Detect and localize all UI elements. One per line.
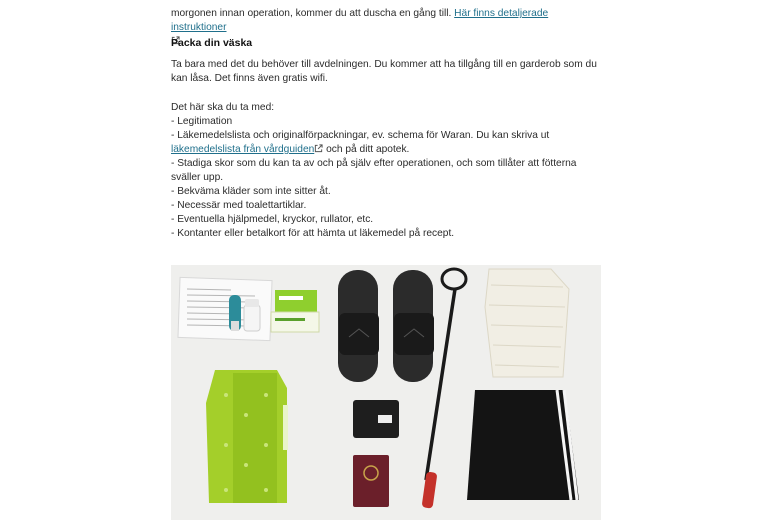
toiletry-bag-icon [206,370,288,503]
packing-photo [171,265,601,520]
intro-paragraph-2: Ta bara med det du behöver till avdelningen. Du kommer att ha tillgång till en garderob som du kan låsa. Det finns även gratis wifi. [171,59,597,84]
medication-list-link[interactable]: läkemedelslista från vårdguiden [171,144,315,155]
packing-items-illustration [171,265,601,520]
list-item: - Legitimation [171,116,233,127]
intro-text: morgonen innan operation, kommer du att duscha en gång till. [171,8,455,20]
list-item: - Kontanter eller betalkort för att hämta ut läkemedel på recept. [171,228,455,239]
list-intro: Det här ska du ta med: [171,102,275,113]
external-link-icon[interactable] [314,144,323,153]
shorts-icon [467,390,579,500]
meds-text-after: och på ditt apotek. [323,144,410,155]
list-item: - Bekväma kläder som inte sitter åt. [171,186,331,197]
list-item: - Stadiga skor som du kan ta av och på själv efter operationen, och som tillåter att fötterna sväller upp. [171,158,577,183]
passport-icon [353,455,389,507]
list-item: - Necessär med toalettartiklar. [171,200,307,211]
meds-text-before: - Läkemedelslista och originalförpackningar, ev. schema för Waran. Du kan skriva ut [171,130,550,141]
section-heading: Packa din väska [171,37,253,49]
pill-box-icon [271,290,319,332]
sweater-icon [485,269,569,377]
packing-list [171,115,603,241]
list-item: - Eventuella hjälpmedel, kryckor, rullator, etc. [171,214,374,225]
wallet-icon [353,400,399,438]
list-item-medications [171,129,603,157]
detailed-instructions-link[interactable]: Här finns detaljerade instruktioner [171,8,549,34]
